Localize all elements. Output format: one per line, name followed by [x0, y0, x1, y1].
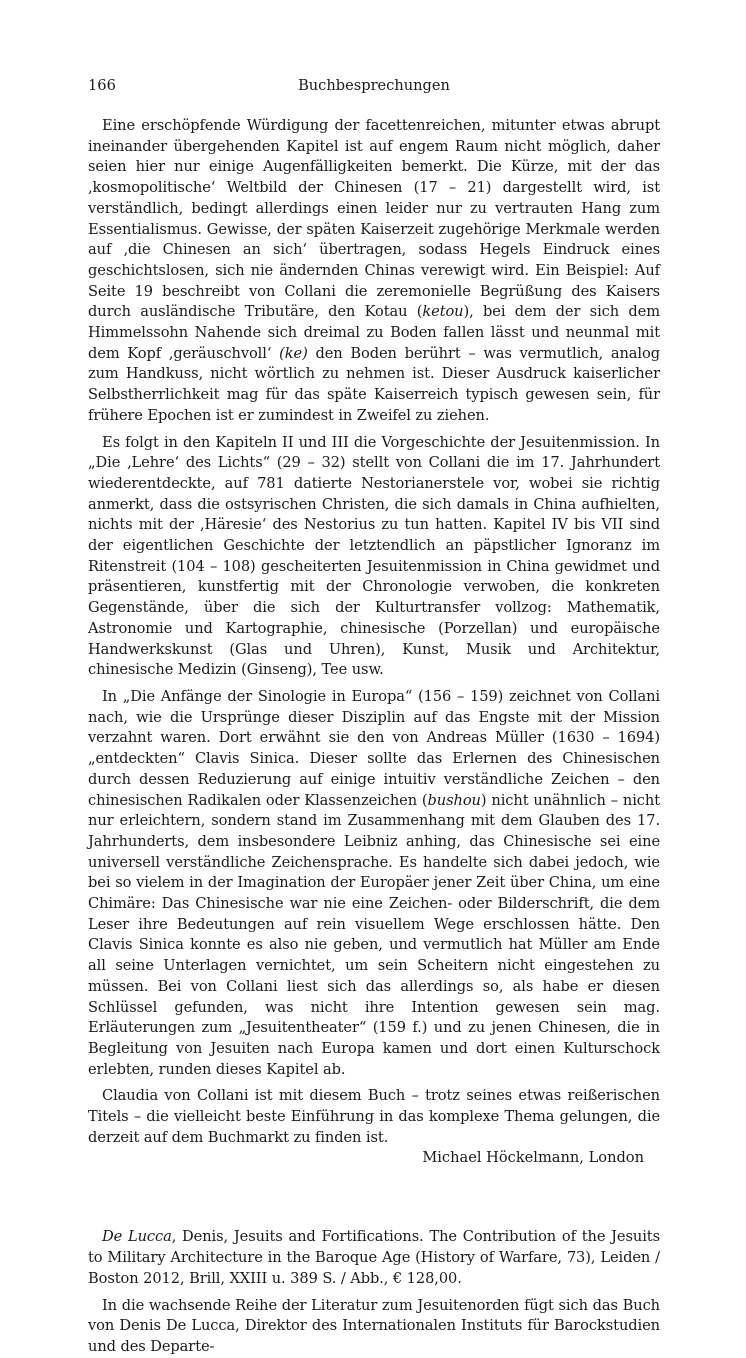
review-paragraph [88, 1296, 660, 1358]
book-page [88, 76, 660, 1358]
review-signature-line [88, 1148, 660, 1169]
reviewer-signature: Michael Höckelmann, London [422, 1149, 644, 1167]
review-paragraph [88, 433, 660, 681]
text-run: , Denis, Jesuits and Fortifications. The Contribution of the Jesuits to Military Architecture in the Baroque Age (History of Warfare, 73), Leiden / Boston 2012, Brill, XXIII u. 389 S. / Abb., € 128,00. [88, 1228, 660, 1287]
text-run: Claudia von Collani ist mit diesem Buch – trotz seines etwas reißerischen Titels – die vielleicht beste Einführung in das komplexe Thema gelungen, die derzeit auf dem Buchmarkt zu finden ist. [88, 1087, 660, 1146]
italic-term: bushou [427, 791, 481, 809]
review-paragraph [88, 116, 660, 427]
review-paragraph [88, 687, 660, 1080]
text-run: Eine erschöpfende Würdigung der facettenreichen, mitunter etwas abrupt ineinander übergehenden Kapitel ist auf engem Raum nicht möglich, daher seien hier nur einige Augenfälligkeiten bemerkt. Die Kürze, mit der das ‚kosmopolitische‘ Weltbild der Chinesen (17 – 21) dargestellt wird, ist verständlich, bedingt allerdings einen leider nur zu vertrauten Hang zum Essentialismus. Gewisse, der späten Kaiserzeit zugehörige Merkmale werden auf ‚die Chinesen an sich‘ übertragen, sodass Hegels Eindruck eines geschichtslosen, sich nie ändernden Chinas verewigt wird. Ein Beispiel: Auf Seite 19 beschreibt von Collani die zeremonielle Begrüßung des Kaisers durch ausländische Tributäre, den Kotau ( [88, 117, 660, 321]
review-de-lucca [88, 1227, 660, 1357]
review-collani [88, 116, 660, 1169]
running-head [88, 76, 660, 97]
text-run: In „Die Anfänge der Sinologie in Europa“ (156 – 159) zeichnet von Collani nach, wie die Ursprünge dieser Disziplin auf das Engste mit der Mission verzahnt waren. Dort erwähnt sie den von Andreas Müller (1630 – 1694) „entdeckten“ Clavis Sinica. Dieser sollte das Erlernen des Chinesischen durch dessen Reduzierung auf einige intuitiv verständliche Zeichen – den chinesischen Radikalen oder Klassenzeichen ( [88, 687, 660, 809]
text-run: ) nicht unähnlich – nicht nur erleichtern, sondern stand im Zusammenhang mit dem Glauben des 17. Jahrhunderts, dem insbesondere Leibniz anhing, das Chinesische sei eine universell verständliche Zeichensprache. Es handelte sich dabei jedoch, wie bei so vielem in der Imagination der Europäer jener Zeit über China, um eine Chimäre: Das Chinesische war nie eine Zeichen- oder Bilderschrift, die dem Leser ihre Bedeutungen auf rein visuellem Wege erschlossen hätte. Den Clavis Sinica konnte es also nie geben, und vermutlich hat Müller am Ende all seine Unterlagen vernichtet, um sein Scheitern nicht eingestehen zu müssen. Bei von Collani liest sich das allerdings so, als habe er diesen Schlüssel gefunden, was nicht ihre Intention gewesen sein mag. Erläuterungen zum „Jesuitentheater“ (159 f.) und zu jenen Chinesen, die in Begleitung von Jesuiten nach Europa kamen und dort einen Kulturschock erlebten, runden dieses Kapitel ab. [88, 791, 660, 1078]
review-paragraph [88, 1086, 660, 1148]
text-run: Es folgt in den Kapiteln II und III die Vorgeschichte der Jesuitenmission. In „Die ‚Lehre‘ des Lichts“ (29 – 32) stellt von Collani die im 17. Jahrhundert wiederentdeckte, auf 781 datierte Nestorianerstele vor, wobei sie richtig anmerkt, dass die ostsyrischen Christen, die sich damals in China aufhielten, nichts mit der ‚Häresie‘ des Nestorius zu tun hatten. Kapitel IV bis VII sind der eigentlichen Geschichte der letztendlich an päpstlicher Ignoranz im Ritenstreit (104 – 108) gescheiterten Jesuitenmission in China gewidmet und präsentieren, kunstfertig mit der Chronologie verwoben, die konkreten Gegenstände, über die sich der Kulturtransfer vollzog: Mathematik, Astronomie und Kartographie, chinesische (Porzellan) und europäische Handwerkskunst (Glas und Uhren), Kunst, Musik und Architektur, chinesische Medizin (Ginseng), Tee usw. [88, 433, 660, 679]
text-run: In die wachsende Reihe der Literatur zum Jesuitenorden fügt sich das Buch von Denis De Lucca, Direktor des Internationalen Instituts für Barockstudien und des Departe- [88, 1296, 660, 1355]
running-title: Buchbesprechungen [298, 77, 450, 94]
text-run: ), bei dem der sich dem Himmelssohn Nahende sich dreimal zu Boden fallen lässt und neunmal mit dem Kopf ‚geräuschvoll‘ [88, 303, 660, 362]
text-run: den Boden berührt – was vermutlich, analog zum Handkuss, nicht wörtlich zu nehmen ist. Dieser Ausdruck kaiserlicher Selbstherrlichkeit mag für das späte Kaiserreich typisch gewesen sein, für frühere Epochen ist er zumindest in Zweifel zu ziehen. [88, 344, 660, 424]
section-gap [88, 1169, 660, 1227]
italic-term: De Lucca [102, 1228, 172, 1246]
book-citation [88, 1227, 660, 1289]
page-number: 166 [88, 77, 116, 94]
italic-term: (ke) [279, 344, 308, 362]
italic-term: ketou [422, 303, 464, 321]
